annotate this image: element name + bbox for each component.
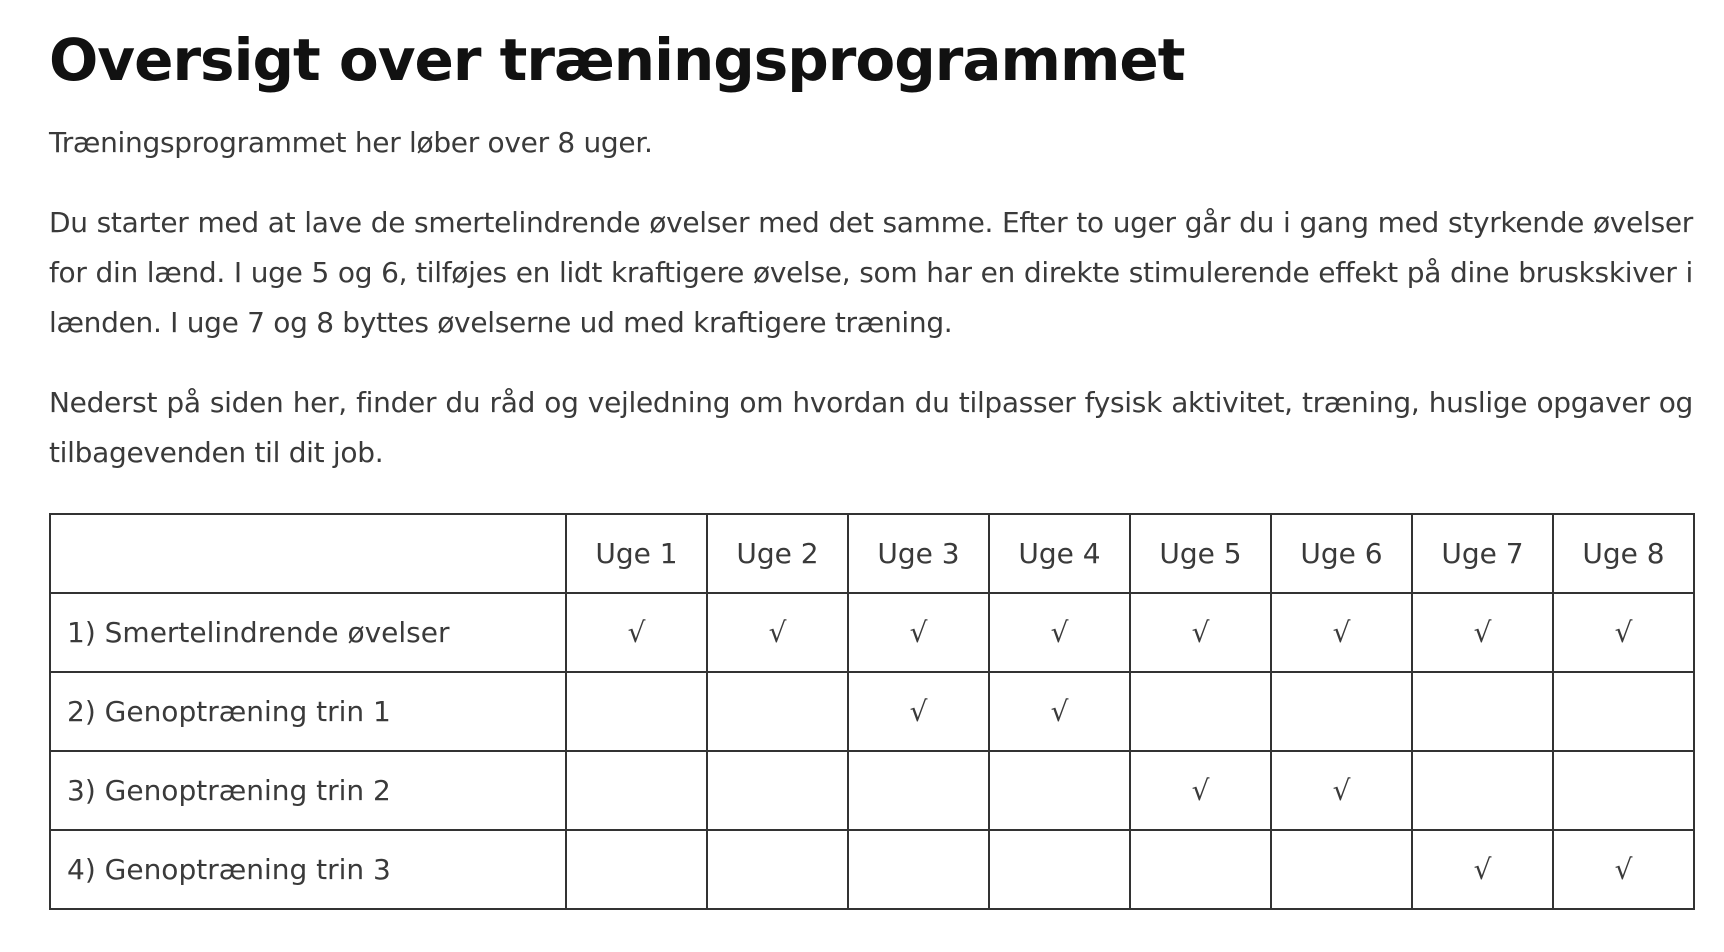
check-mark-cell: [989, 830, 1130, 909]
check-mark-cell: √: [1412, 593, 1553, 672]
check-mark-cell: [1412, 672, 1553, 751]
check-mark-cell: √: [1271, 593, 1412, 672]
check-mark-cell: [1553, 672, 1694, 751]
page-title: Oversigt over træningsprogrammet: [49, 26, 1185, 94]
advice-paragraph: Nederst på siden her, finder du råd og vejledning om hvordan du tilpasser fysisk aktivitet, træning, huslige opgaver og tilbagevenden til dit job.: [49, 386, 1693, 469]
table-row: [50, 830, 1694, 909]
check-mark-cell: √: [707, 593, 848, 672]
check-mark-cell: [707, 672, 848, 751]
week-header: Uge 6: [1271, 514, 1412, 593]
check-mark-cell: [707, 830, 848, 909]
check-mark-cell: √: [1553, 593, 1694, 672]
week-header: Uge 7: [1412, 514, 1553, 593]
table-row: [50, 593, 1694, 672]
table-row: [50, 751, 1694, 830]
row-label: 1) Smertelindrende øvelser: [50, 593, 566, 672]
row-label: 2) Genoptræning trin 1: [50, 672, 566, 751]
table-row: [50, 672, 1694, 751]
check-mark-cell: [1130, 672, 1271, 751]
check-mark-cell: √: [1130, 751, 1271, 830]
program-description-paragraph: Du starter med at lave de smertelindrende øvelser med det samme. Efter to uger går du i gang med styrkende øvelser for din lænd. I uge 5 og 6, tilføjes en lidt kraftigere øvelse, som har en direkte stimulerende effekt på dine bruskskiver i lænden. I uge 7 og 8 byttes øvelserne ud med kraftigere træning.: [49, 206, 1693, 339]
check-mark-cell: √: [989, 672, 1130, 751]
document-page: [49, 22, 1693, 886]
check-mark-cell: [566, 672, 707, 751]
check-mark-cell: √: [1412, 830, 1553, 909]
check-mark-cell: √: [566, 593, 707, 672]
week-header: Uge 8: [1553, 514, 1694, 593]
check-mark-cell: [848, 830, 989, 909]
table-corner-cell: [50, 514, 566, 593]
check-mark-cell: [1553, 751, 1694, 830]
check-mark-cell: [707, 751, 848, 830]
week-header: Uge 4: [989, 514, 1130, 593]
week-header: Uge 2: [707, 514, 848, 593]
check-mark-cell: [989, 751, 1130, 830]
check-mark-cell: √: [1271, 751, 1412, 830]
row-label: 3) Genoptræning trin 2: [50, 751, 566, 830]
schedule-table: [49, 513, 1695, 910]
check-mark-cell: [1271, 830, 1412, 909]
week-header: Uge 5: [1130, 514, 1271, 593]
check-mark-cell: √: [1130, 593, 1271, 672]
check-mark-cell: [566, 830, 707, 909]
check-mark-cell: √: [848, 593, 989, 672]
table-header-row: [50, 514, 1694, 593]
check-mark-cell: √: [848, 672, 989, 751]
row-label: 4) Genoptræning trin 3: [50, 830, 566, 909]
check-mark-cell: √: [989, 593, 1130, 672]
intro-paragraph: Træningsprogrammet her løber over 8 uger.: [49, 126, 653, 159]
week-header: Uge 3: [848, 514, 989, 593]
check-mark-cell: [566, 751, 707, 830]
check-mark-cell: [1412, 751, 1553, 830]
check-mark-cell: [1271, 672, 1412, 751]
check-mark-cell: [848, 751, 989, 830]
week-header: Uge 1: [566, 514, 707, 593]
check-mark-cell: [1130, 830, 1271, 909]
check-mark-cell: √: [1553, 830, 1694, 909]
